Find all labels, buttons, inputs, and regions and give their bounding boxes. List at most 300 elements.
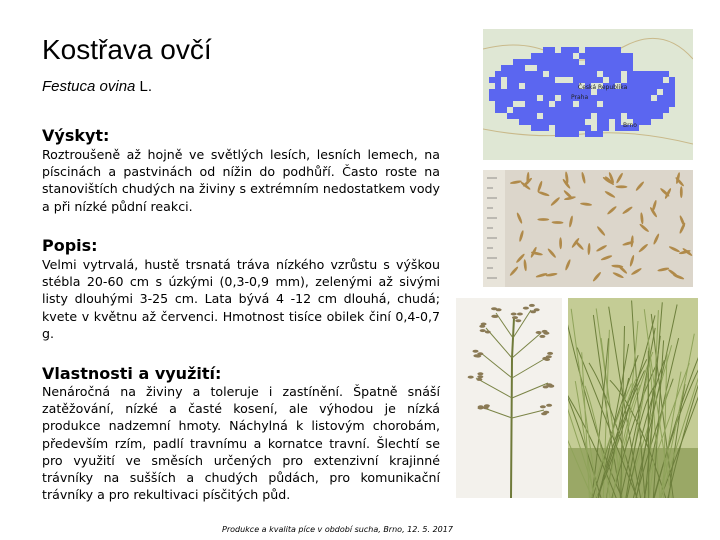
- spikelet: [546, 355, 552, 358]
- map-occurrence-cell: [657, 113, 663, 119]
- map-occurrence-cell: [615, 65, 621, 71]
- map-occurrence-cell: [585, 77, 591, 83]
- map-occurrence-cell: [591, 131, 597, 137]
- map-occurrence-cell: [603, 101, 609, 107]
- map-occurrence-cell: [621, 95, 627, 101]
- spikelet: [468, 376, 474, 379]
- map-occurrence-cell: [663, 95, 669, 101]
- map-occurrence-cell: [621, 107, 627, 113]
- spikelet: [543, 385, 549, 388]
- map-occurrence-cell: [645, 71, 651, 77]
- spikelet: [530, 310, 536, 313]
- map-occurrence-cell: [555, 131, 561, 137]
- map-occurrence-cell: [501, 101, 507, 107]
- map-occurrence-cell: [597, 125, 603, 131]
- map-occurrence-cell: [561, 101, 567, 107]
- map-occurrence-cell: [555, 107, 561, 113]
- map-occurrence-cell: [645, 107, 651, 113]
- map-occurrence-cell: [525, 89, 531, 95]
- map-occurrence-cell: [585, 53, 591, 59]
- map-occurrence-cell: [591, 53, 597, 59]
- map-occurrence-cell: [627, 53, 633, 59]
- map-occurrence-cell: [567, 65, 573, 71]
- map-occurrence-cell: [561, 113, 567, 119]
- spikelet: [477, 372, 483, 375]
- map-occurrence-cell: [513, 95, 519, 101]
- map-occurrence-cell: [525, 107, 531, 113]
- map-occurrence-cell: [621, 65, 627, 71]
- spikelet: [473, 354, 479, 357]
- map-occurrence-cell: [567, 101, 573, 107]
- map-occurrence-cell: [501, 89, 507, 95]
- map-occurrence-cell: [627, 89, 633, 95]
- map-occurrence-cell: [633, 83, 639, 89]
- map-occurrence-cell: [537, 107, 543, 113]
- map-occurrence-cell: [543, 95, 549, 101]
- map-occurrence-cell: [531, 53, 537, 59]
- map-occurrence-cell: [603, 113, 609, 119]
- map-occurrence-cell: [531, 89, 537, 95]
- map-occurrence-cell: [615, 47, 621, 53]
- map-occurrence-cell: [639, 89, 645, 95]
- map-occurrence-cell: [615, 119, 621, 125]
- map-occurrence-cell: [519, 113, 525, 119]
- spikelet: [512, 316, 518, 319]
- map-occurrence-cell: [501, 107, 507, 113]
- map-occurrence-cell: [567, 113, 573, 119]
- map-occurrence-cell: [507, 83, 513, 89]
- map-occurrence-cell: [615, 77, 621, 83]
- distribution-map: [483, 29, 693, 160]
- map-occurrence-cell: [591, 107, 597, 113]
- map-occurrence-cell: [597, 113, 603, 119]
- map-occurrence-cell: [495, 71, 501, 77]
- map-occurrence-cell: [591, 77, 597, 83]
- map-occurrence-cell: [567, 59, 573, 65]
- map-occurrence-cell: [531, 83, 537, 89]
- map-occurrence-cell: [579, 71, 585, 77]
- map-occurrence-cell: [597, 95, 603, 101]
- map-occurrence-cell: [603, 125, 609, 131]
- map-occurrence-cell: [537, 125, 543, 131]
- map-occurrence-cell: [633, 77, 639, 83]
- map-occurrence-cell: [657, 71, 663, 77]
- map-occurrence-cell: [639, 119, 645, 125]
- map-occurrence-cell: [645, 77, 651, 83]
- spikelet: [543, 411, 549, 414]
- map-occurrence-cell: [621, 59, 627, 65]
- map-occurrence-cell: [603, 65, 609, 71]
- spikelet: [493, 315, 499, 318]
- map-occurrence-cell: [573, 59, 579, 65]
- map-occurrence-cell: [591, 95, 597, 101]
- map-occurrence-cell: [543, 65, 549, 71]
- map-occurrence-cell: [567, 125, 573, 131]
- map-occurrence-cell: [639, 95, 645, 101]
- map-occurrence-cell: [627, 101, 633, 107]
- map-occurrence-cell: [567, 83, 573, 89]
- spikelet: [480, 329, 486, 332]
- map-occurrence-cell: [651, 101, 657, 107]
- map-occurrence-cell: [537, 101, 543, 107]
- map-occurrence-cell: [537, 71, 543, 77]
- map-occurrence-cell: [561, 119, 567, 125]
- map-occurrence-cell: [549, 83, 555, 89]
- map-occurrence-cell: [495, 83, 501, 89]
- map-occurrence-cell: [519, 77, 525, 83]
- map-occurrence-cell: [615, 59, 621, 65]
- map-occurrence-cell: [573, 125, 579, 131]
- map-occurrence-cell: [663, 83, 669, 89]
- map-occurrence-cell: [501, 71, 507, 77]
- map-occurrence-cell: [537, 83, 543, 89]
- spikelet: [548, 385, 554, 388]
- spikelet: [478, 405, 484, 408]
- map-occurrence-cell: [651, 89, 657, 95]
- map-occurrence-cell: [585, 71, 591, 77]
- map-occurrence-cell: [531, 119, 537, 125]
- map-occurrence-cell: [507, 101, 513, 107]
- footer-text: Produkce a kvalita píce v období sucha, Brno, 12. 5. 2017: [222, 525, 453, 534]
- spikelet: [546, 404, 552, 407]
- map-occurrence-cell: [615, 113, 621, 119]
- map-occurrence-cell: [597, 131, 603, 137]
- map-occurrence-cell: [525, 83, 531, 89]
- map-occurrence-cell: [645, 95, 651, 101]
- map-occurrence-cell: [645, 89, 651, 95]
- map-occurrence-cell: [645, 113, 651, 119]
- map-occurrence-cell: [501, 95, 507, 101]
- map-occurrence-cell: [561, 89, 567, 95]
- map-occurrence-cell: [603, 59, 609, 65]
- map-occurrence-cell: [579, 125, 585, 131]
- map-occurrence-cell: [633, 71, 639, 77]
- map-occurrence-cell: [597, 119, 603, 125]
- map-occurrence-cell: [543, 89, 549, 95]
- spikelet: [544, 358, 550, 361]
- seeds-photo: [483, 170, 693, 287]
- map-occurrence-cell: [549, 59, 555, 65]
- map-occurrence-cell: [561, 95, 567, 101]
- map-occurrence-cell: [585, 131, 591, 137]
- map-occurrence-cell: [531, 71, 537, 77]
- map-occurrence-cell: [585, 59, 591, 65]
- map-occurrence-cell: [579, 107, 585, 113]
- map-occurrence-cell: [597, 53, 603, 59]
- map-occurrence-cell: [561, 71, 567, 77]
- map-occurrence-cell: [525, 71, 531, 77]
- map-occurrence-cell: [555, 113, 561, 119]
- map-occurrence-cell: [573, 71, 579, 77]
- map-occurrence-cell: [549, 89, 555, 95]
- map-occurrence-cell: [597, 65, 603, 71]
- map-occurrence-cell: [627, 83, 633, 89]
- map-occurrence-cell: [663, 107, 669, 113]
- map-occurrence-cell: [627, 113, 633, 119]
- map-occurrence-cell: [531, 101, 537, 107]
- map-occurrence-cell: [519, 89, 525, 95]
- map-occurrence-cell: [609, 65, 615, 71]
- map-occurrence-cell: [639, 107, 645, 113]
- map-occurrence-cell: [549, 71, 555, 77]
- map-occurrence-cell: [633, 101, 639, 107]
- map-occurrence-cell: [579, 65, 585, 71]
- map-occurrence-cell: [591, 65, 597, 71]
- map-occurrence-cell: [573, 113, 579, 119]
- map-occurrence-cell: [579, 101, 585, 107]
- map-occurrence-cell: [603, 95, 609, 101]
- map-occurrence-cell: [585, 101, 591, 107]
- map-occurrence-cell: [519, 95, 525, 101]
- map-occurrence-cell: [615, 71, 621, 77]
- map-occurrence-cell: [549, 47, 555, 53]
- map-occurrence-cell: [621, 101, 627, 107]
- map-occurrence-cell: [639, 71, 645, 77]
- spikelet: [523, 307, 529, 310]
- spikelet: [517, 313, 523, 316]
- map-occurrence-cell: [651, 83, 657, 89]
- map-occurrence-cell: [603, 71, 609, 77]
- map-occurrence-cell: [627, 107, 633, 113]
- map-occurrence-cell: [561, 131, 567, 137]
- map-occurrence-cell: [543, 47, 549, 53]
- page-title: Kostřava ovčí: [42, 34, 212, 65]
- map-occurrence-cell: [633, 113, 639, 119]
- map-occurrence-cell: [531, 113, 537, 119]
- map-occurrence-cell: [615, 101, 621, 107]
- map-occurrence-cell: [669, 77, 675, 83]
- map-occurrence-cell: [657, 77, 663, 83]
- map-occurrence-cell: [507, 95, 513, 101]
- map-occurrence-cell: [525, 119, 531, 125]
- map-occurrence-cell: [543, 59, 549, 65]
- spikelet: [529, 304, 535, 307]
- map-occurrence-cell: [555, 119, 561, 125]
- map-occurrence-cell: [513, 65, 519, 71]
- map-occurrence-cell: [537, 77, 543, 83]
- map-occurrence-cell: [573, 107, 579, 113]
- map-occurrence-cell: [603, 107, 609, 113]
- map-occurrence-cell: [519, 65, 525, 71]
- map-occurrence-cell: [579, 113, 585, 119]
- map-occurrence-cell: [507, 77, 513, 83]
- map-occurrence-cell: [567, 53, 573, 59]
- map-occurrence-cell: [507, 89, 513, 95]
- map-occurrence-cell: [621, 53, 627, 59]
- map-occurrence-cell: [603, 47, 609, 53]
- map-occurrence-cell: [585, 65, 591, 71]
- map-occurrence-cell: [567, 131, 573, 137]
- map-occurrence-cell: [495, 101, 501, 107]
- map-occurrence-cell: [609, 71, 615, 77]
- map-occurrence-cell: [513, 107, 519, 113]
- map-occurrence-cell: [555, 101, 561, 107]
- spikelet: [484, 404, 490, 407]
- spikelet: [547, 352, 553, 355]
- map-occurrence-cell: [537, 89, 543, 95]
- map-occurrence-cell: [663, 89, 669, 95]
- species-author: L.: [135, 78, 153, 95]
- map-occurrence-cell: [549, 119, 555, 125]
- map-occurrence-cell: [609, 47, 615, 53]
- map-occurrence-cell: [525, 113, 531, 119]
- text-properties: Nenáročná na živiny a toleruje i zastínění. Špatně snáší zatěžování, nízké a časté kosení, ale výhodou je nízká produkce nadzemní hmoty. Náchylná k listovým chorobám, především rzím, padlí travnímu a kornatce travní. Šlechtí se pro využití ve směsích určených pro extenzivní krajinné trávníky na sušších a chudých půdách, pro komunikační trávníky a pro rekultivaci písčitých půd.: [42, 384, 440, 503]
- map-occurrence-cell: [639, 101, 645, 107]
- map-occurrence-cell: [543, 53, 549, 59]
- map-occurrence-cell: [627, 71, 633, 77]
- map-occurrence-cell: [597, 47, 603, 53]
- map-occurrence-cell: [561, 53, 567, 59]
- map-occurrence-cell: [609, 95, 615, 101]
- map-occurrence-cell: [525, 77, 531, 83]
- map-occurrence-cell: [585, 107, 591, 113]
- map-occurrence-cell: [669, 83, 675, 89]
- map-occurrence-cell: [603, 53, 609, 59]
- map-occurrence-cell: [507, 65, 513, 71]
- map-occurrence-cell: [513, 89, 519, 95]
- map-occurrence-cell: [567, 119, 573, 125]
- heading-occurrence: Výskyt:: [42, 126, 110, 145]
- map-occurrence-cell: [651, 77, 657, 83]
- map-occurrence-cell: [639, 113, 645, 119]
- map-occurrence-cell: [543, 125, 549, 131]
- map-occurrence-cell: [543, 83, 549, 89]
- map-occurrence-cell: [555, 71, 561, 77]
- map-occurrence-cell: [639, 83, 645, 89]
- spikelet: [491, 307, 497, 310]
- map-occurrence-cell: [579, 53, 585, 59]
- map-occurrence-cell: [519, 119, 525, 125]
- map-occurrence-cell: [651, 107, 657, 113]
- spikelet: [539, 335, 545, 338]
- map-occurrence-cell: [549, 53, 555, 59]
- grass-blade: [648, 351, 649, 498]
- map-occurrence-cell: [663, 71, 669, 77]
- map-occurrence-cell: [561, 125, 567, 131]
- map-occurrence-cell: [561, 47, 567, 53]
- map-occurrence-cell: [573, 119, 579, 125]
- map-occurrence-cell: [495, 107, 501, 113]
- map-occurrence-cell: [531, 125, 537, 131]
- map-occurrence-cell: [543, 77, 549, 83]
- map-occurrence-cell: [585, 47, 591, 53]
- map-occurrence-cell: [489, 77, 495, 83]
- map-occurrence-cell: [543, 113, 549, 119]
- map-occurrence-cell: [651, 71, 657, 77]
- map-occurrence-cell: [615, 125, 621, 131]
- map-occurrence-cell: [513, 83, 519, 89]
- map-occurrence-cell: [609, 113, 615, 119]
- map-occurrence-cell: [669, 101, 675, 107]
- spikelet: [536, 331, 542, 334]
- spikelet: [479, 325, 485, 328]
- map-occurrence-cell: [555, 83, 561, 89]
- map-occurrence-cell: [615, 107, 621, 113]
- map-occurrence-cell: [567, 107, 573, 113]
- map-occurrence-cell: [627, 59, 633, 65]
- map-occurrence-cell: [531, 59, 537, 65]
- map-occurrence-cell: [645, 119, 651, 125]
- map-occurrence-cell: [651, 113, 657, 119]
- map-occurrence-cell: [633, 107, 639, 113]
- map-occurrence-cell: [573, 65, 579, 71]
- map-occurrence-cell: [591, 101, 597, 107]
- panicle-photo: [456, 298, 562, 498]
- map-occurrence-cell: [519, 71, 525, 77]
- map-occurrence-cell: [627, 65, 633, 71]
- map-occurrence-cell: [561, 107, 567, 113]
- map-occurrence-cell: [507, 113, 513, 119]
- map-occurrence-cell: [531, 77, 537, 83]
- map-occurrence-cell: [609, 59, 615, 65]
- map-occurrence-cell: [555, 125, 561, 131]
- seed-mark: [537, 218, 549, 221]
- map-occurrence-cell: [549, 77, 555, 83]
- map-occurrence-cell: [591, 59, 597, 65]
- map-occurrence-cell: [597, 107, 603, 113]
- map-occurrence-cell: [597, 77, 603, 83]
- map-occurrence-cell: [579, 119, 585, 125]
- map-occurrence-cell: [489, 95, 495, 101]
- grass-photo: [568, 298, 698, 498]
- spikelet: [476, 378, 482, 381]
- map-occurrence-cell: [627, 77, 633, 83]
- spikelet: [515, 319, 521, 322]
- map-occurrence-cell: [543, 119, 549, 125]
- map-occurrence-cell: [549, 65, 555, 71]
- map-occurrence-cell: [513, 59, 519, 65]
- map-occurrence-cell: [513, 113, 519, 119]
- map-occurrence-cell: [495, 77, 501, 83]
- map-occurrence-cell: [549, 107, 555, 113]
- heading-description: Popis:: [42, 236, 98, 255]
- map-occurrence-cell: [549, 95, 555, 101]
- map-occurrence-cell: [609, 107, 615, 113]
- map-occurrence-cell: [579, 77, 585, 83]
- map-occurrence-cell: [543, 101, 549, 107]
- map-occurrence-cell: [573, 131, 579, 137]
- latin-name: [42, 78, 152, 95]
- map-occurrence-cell: [609, 101, 615, 107]
- map-occurrence-cell: [561, 83, 567, 89]
- spikelet: [477, 375, 483, 378]
- map-occurrence-cell: [525, 95, 531, 101]
- map-occurrence-cell: [639, 77, 645, 83]
- map-label-praha: Praha: [571, 94, 589, 101]
- map-occurrence-cell: [555, 59, 561, 65]
- map-occurrence-cell: [525, 101, 531, 107]
- map-occurrence-cell: [507, 71, 513, 77]
- map-occurrence-cell: [519, 59, 525, 65]
- map-occurrence-cell: [519, 107, 525, 113]
- map-occurrence-cell: [555, 53, 561, 59]
- spikelet: [511, 313, 517, 316]
- map-occurrence-cell: [513, 71, 519, 77]
- spikelet: [543, 332, 549, 335]
- spikelet: [485, 331, 491, 334]
- map-occurrence-cell: [591, 71, 597, 77]
- map-occurrence-cell: [633, 95, 639, 101]
- map-occurrence-cell: [531, 95, 537, 101]
- map-occurrence-cell: [495, 95, 501, 101]
- map-occurrence-cell: [627, 95, 633, 101]
- spikelet: [473, 350, 479, 353]
- spikelet: [540, 405, 546, 408]
- map-occurrence-cell: [513, 77, 519, 83]
- map-occurrence-cell: [555, 89, 561, 95]
- seed-mark: [680, 186, 683, 198]
- map-occurrence-cell: [501, 65, 507, 71]
